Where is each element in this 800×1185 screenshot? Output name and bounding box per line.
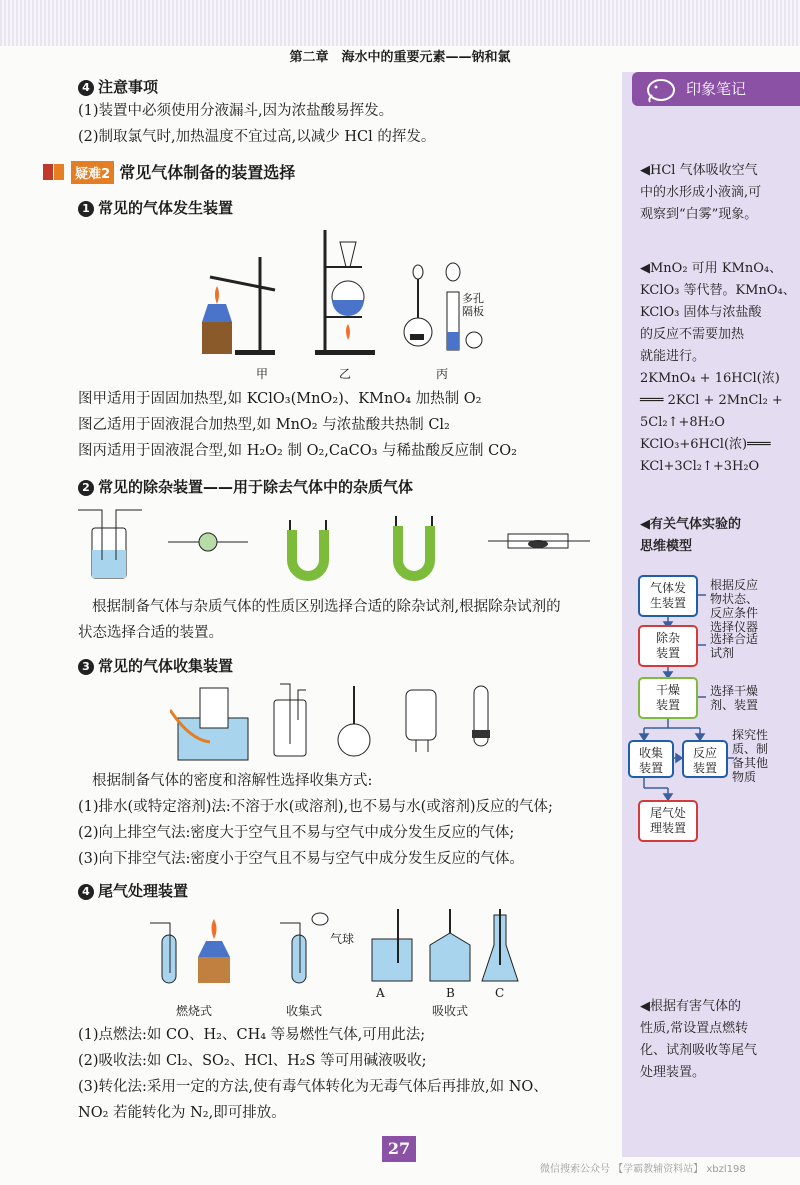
collect-line-2: (2)向上排空气法:密度大于空气且不易与空气中成分发生反应的气体; [78,825,515,841]
book-icon [42,162,66,182]
flow-box-collect: 收集 装置 [628,740,674,778]
sidebar-note-hcl: ◀HCl 气体吸收空气 中的水形成小液滴,可 观察到“白雾”现象。 [640,163,762,222]
footer-watermark: 微信搜索公众号 【学霸教辅资料站】 xbzl198 [540,1164,746,1175]
sidebar-note-mno2: ◀MnO₂ 可用 KMnO₄、 KClO₃ 等代替。KMnO₄、 KClO₃ 固体与浓盐酸 的反应不需要加热 就能进行。 2KMnO₄ + 16HCl(浓) ═══ 2KCl + 2MnCl₂ + 5Cl₂↑+8H₂O KClO₃+6HCl(浓)═══ KCl+3Cl₂↑+3H₂O [640,261,796,474]
collect-line-3: (3)向下排空气法:密度小于空气且不易与空气中成分发生反应的气体。 [78,851,524,867]
tail-heading: 4 尾气处理装置 [78,880,188,901]
caption-absorb: 吸收式 [432,1004,469,1018]
gen-line-1: 图甲适用于固固加热型,如 KClO₃(MnO₂)、KMnO₄ 加热制 O₂ [78,391,482,407]
flow-note-4: 探究性 质、制 备其他 物质 [732,728,769,784]
notes-line-2: (2)制取氯气时,加热温度不宜过高,以减少 HCl 的挥发。 [78,129,436,145]
apparatus-jia [202,257,275,355]
purify-line-2: 状态选择合适的装置。 [78,625,223,641]
purify-heading: 2 常见的除杂装置——用于除去气体中的杂质气体 [78,476,413,497]
notes-line-1: (1)装置中必须使用分液漏斗,因为浓盐酸易挥发。 [78,103,394,119]
apparatus-yi [315,230,375,355]
collect-line-1: (1)排水(或特定溶剂)法:不溶于水(或溶剂),也不易与水(或溶剂)反应的气体; [78,799,553,815]
sidebar-model-title: ◀有关气体实验的 思维模型 [640,517,741,554]
tail-line-2: (2)吸收法:如 Cl₂、SO₂、HCl、H₂S 等可用碱液吸收; [78,1053,427,1069]
tail-line-1: (1)点燃法:如 CO、H₂、CH₄ 等易燃性气体,可用此法; [78,1027,426,1043]
difficulty-title: 常见气体制备的装置选择 [119,163,296,182]
flow-note-2: 选择合适 试剂 [710,632,759,660]
generation-apparatus-figure [180,222,500,372]
gen-line-3: 图丙适用于固液混合型,如 H₂O₂ 制 O₂,CaCO₃ 与稀盐酸反应制 CO₂ [78,443,517,459]
difficulty-badge: 疑难2 [71,161,114,184]
caption-jia: 甲 [256,367,269,381]
tail-line-3: (3)转化法:采用一定的方法,使有毒气体转化为无毒气体后再排放,如 NO、 [78,1079,548,1095]
caption-b: B [446,986,455,1000]
flow-box-dry: 干燥 装置 [638,677,698,719]
notes-heading: 4 注意事项 [78,76,158,97]
flow-box-generator: 气体发 生装置 [638,575,698,617]
flow-box-tail: 尾气处 理装置 [638,800,698,842]
flow-note-3: 选择干燥 剂、装置 [710,684,759,712]
caption-bing: 丙 [436,367,449,381]
sidebar-title: 印象笔记 [686,80,747,98]
elephant-icon [644,75,678,103]
header-stripe [0,0,800,46]
caption-burn: 燃烧式 [176,1004,213,1018]
flow-box-react: 反应 装置 [682,740,728,778]
page-number: 27 [382,1136,416,1162]
porous-plate-label: 多孔 隔板 [462,292,484,318]
difficulty-heading [42,160,295,184]
balloon-label: 气球 [330,932,355,946]
gen-heading: 1 常见的气体发生装置 [78,197,233,218]
flow-note-1: 根据反应 物状态、 反应条件 选择仪器 [710,578,759,634]
purify-line-1: 根据制备气体与杂质气体的性质区别选择合适的除杂试剂,根据除杂试剂的 [92,599,561,615]
tail-line-4: NO₂ 若能转化为 N₂,即可排放。 [78,1105,286,1121]
collect-heading: 3 常见的气体收集装置 [78,655,233,676]
caption-yi: 乙 [339,367,352,381]
caption-collect: 收集式 [286,1004,323,1018]
sidebar-note-tail: ◀根据有害气体的 性质,常设置点燃转 化、试剂吸收等尾气 处理装置。 [640,999,758,1080]
caption-c: C [495,986,505,1000]
flow-box-purify: 除杂 装置 [638,625,698,667]
caption-a: A [376,986,385,1000]
collect-line-0: 根据制备气体的密度和溶解性选择收集方式: [92,773,373,789]
sidebar-header [632,72,800,106]
gen-line-2: 图乙适用于固液混合加热型,如 MnO₂ 与浓盐酸共热制 Cl₂ [78,417,450,433]
collect-apparatus-figure [170,680,510,765]
purify-apparatus-figure [78,500,598,582]
chapter-title: 第二章 海水中的重要元素——钠和氯 [289,50,511,65]
